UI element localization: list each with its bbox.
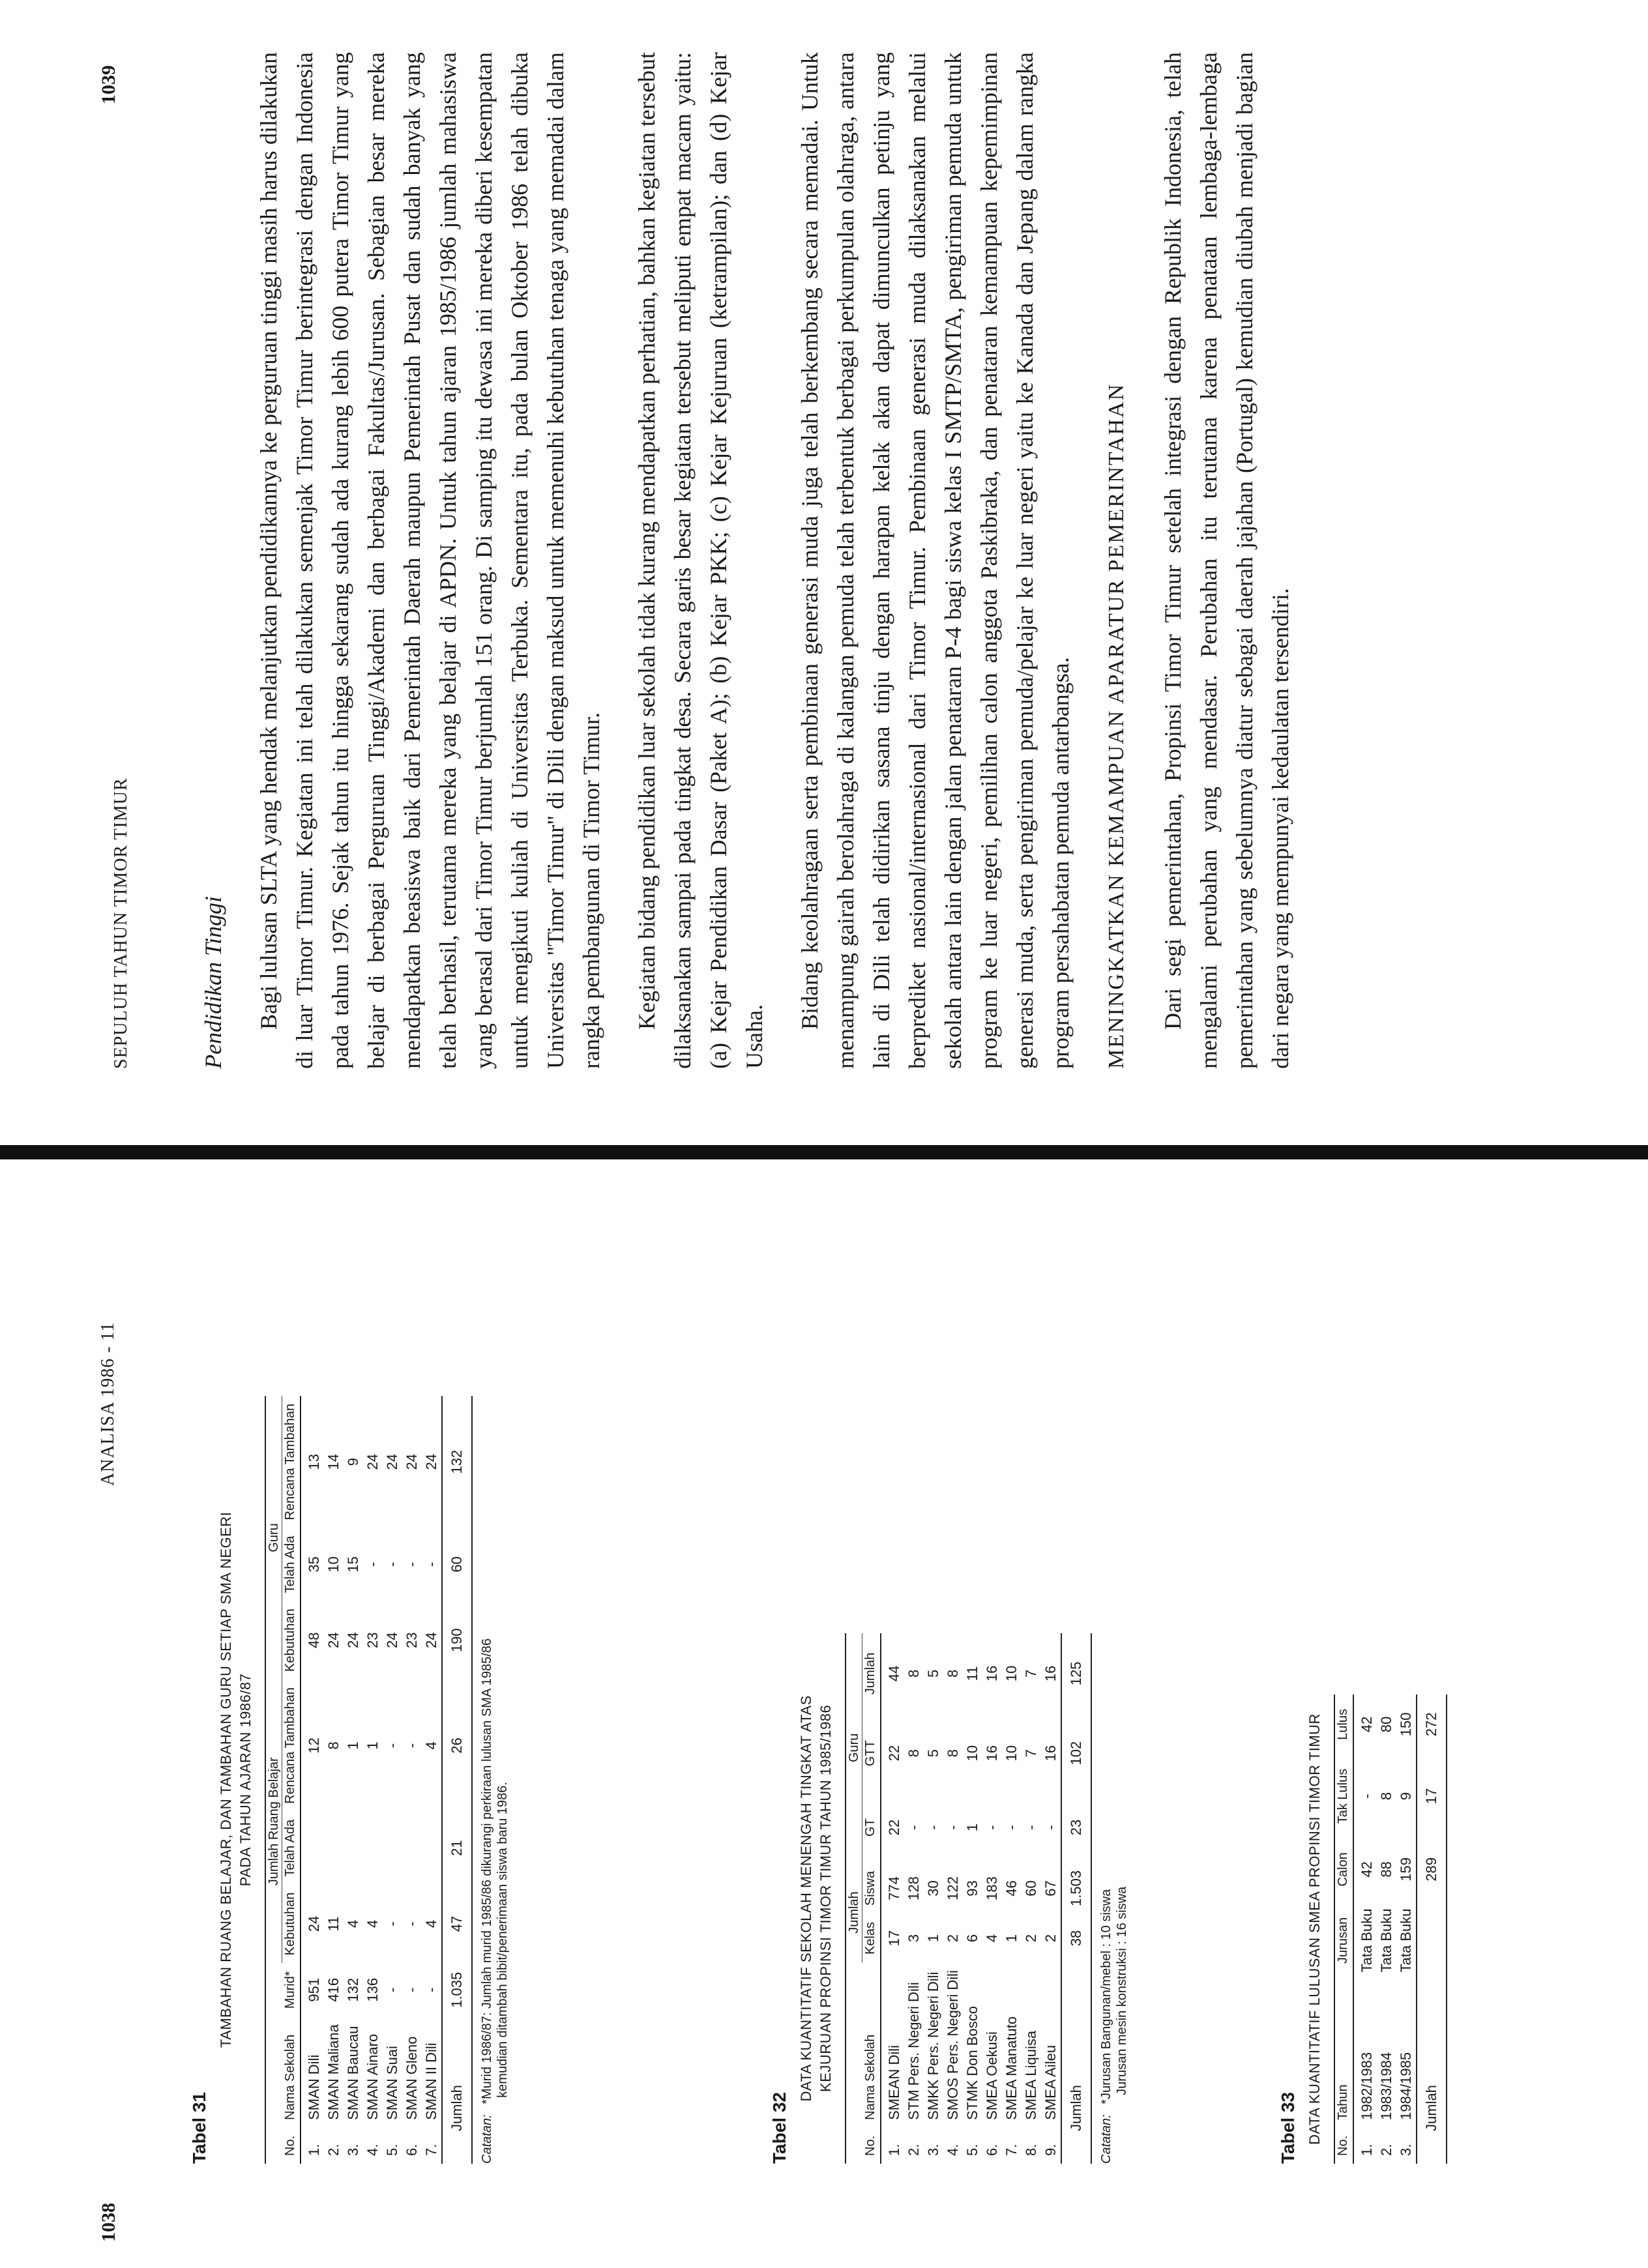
table-cell: - [423,1562,439,1567]
table-cell: 42 [1359,1716,1375,1733]
table-row [422,1396,442,2164]
table-cell: 42 [1359,1861,1375,1878]
table-row [1041,1633,1061,2164]
table-cell: 4 [423,1919,439,1928]
table-cell: 67 [1042,1880,1059,1897]
section-heading: MENINGKATKAN KEMAMPUAN APARATUR PEMERINTAHAN [1104,383,1128,1069]
table-cell: SMEA Aileu [1042,2044,1059,2120]
table-32-title: DATA KUANTITATIF SEKOLAH MENENGAH TINGKAT ATAS KEJURUAN PROPINSI TIMOR TIMUR TAHUN 1985/1986 [798,1695,834,2102]
table-cell: 3. [1398,2144,1414,2156]
table-cell: 24 [364,1453,381,1470]
table-cell: 24 [306,1915,322,1932]
column-header: Murid* [282,1963,301,2016]
table-cell: 9. [1042,2144,1059,2156]
table-cell: 1. [1359,2144,1375,2156]
table-cell [344,1812,363,1885]
column-header: Kebutuhan [282,1885,301,1964]
table-cell: 1 [364,1741,381,1750]
table-cell: 8 [905,1669,922,1678]
table-cell: 7 [1023,1669,1039,1678]
table-cell: 23 [364,1632,381,1648]
paragraph: Bagi lulusan SLTA yang hendak melanjutkan pendidikannya ke perguruan tinggi masih harus dilakukan di luar Timor Timur. Kegiatan ini telah dilakukan semenjak Timor Timur berintegrasi dengan Indonesia pada tahun 1976. Sejak tahun itu hingga sekarang sudah ada kurang lebih 600 putera Timor Timur yang belajar di berbagai Perguruan Tinggi/Akademi dan berbagai Fakultas/Jurusan. Sebagian besar mereka mendapatkan beasiswa baik dari Pemerintah Daerah maupun Pemerintah Pusat dan sudah banyak yang telah berhasil, terutama mereka yang belajar di APDN. Untuk tahun ajaran 1985/1986 jumlah mahasiswa yang berasal dari Timor Timur berjumlah 151 orang. Di samping itu dewasa ini mereka diberi kesempatan untuk mengikuti kuliah di Universitas Terbuka. Sementara itu, pada bulan Oktober 1986 telah dibuka Universitas "Timor Timur" di Dili dengan maksud untuk memenuhi kebutuhan tenaga yang memadai dalam rangka pembangunan di Timor Timur. [256,52,604,1069]
total-cell: 102 [1061,1714,1091,1792]
table-cell: Tata Buku [1378,1908,1394,1973]
total-cell: 125 [1061,1633,1091,1714]
table-cell: 5 [925,1669,941,1678]
table-cell: 2 [945,1934,961,1943]
table-cell: 24 [325,1632,342,1648]
table-cell: 88 [1378,1861,1394,1878]
table-cell: 150 [1398,1712,1414,1737]
table-cell: SMAN Ainaro [364,2033,381,2120]
table-cell: - [423,1987,439,1992]
table-cell: 2. [905,2144,922,2156]
table-cell: - [384,1921,400,1926]
total-cell: 17 [1417,1754,1447,1839]
table-row [1396,1694,1417,2164]
column-header: No. [282,2128,301,2164]
table-total-row [1061,1633,1091,2164]
right-running-head: SEPULUH TAHUN TIMOR TIMUR [111,778,131,1069]
table-cell: STM Pers. Negeri Dili [905,1982,922,2120]
table-cell: - [925,1825,941,1830]
table-row [963,1633,982,2164]
table-cell: 10 [1003,1745,1020,1762]
table-cell: 2 [1042,1934,1059,1943]
total-cell: 60 [442,1528,472,1601]
column-header: Rencana Tambahan [282,1679,301,1812]
table-cell: 11 [964,1666,980,1681]
table-cell: SMKK Pers. Negeri Dili [925,1971,941,2120]
table-cell: 128 [905,1876,922,1900]
table-row [402,1396,422,2164]
table-cell: SMAN II Dili [423,2043,439,2120]
table-cell: 5. [964,2144,980,2156]
table-33-grid [1334,1694,1447,2164]
table-cell: 2. [325,2144,342,2156]
table-cell: SMAN Gleno [404,2036,420,2120]
table-row [982,1633,1002,2164]
table-cell: 9 [345,1458,361,1466]
table-cell: 8 [905,1749,922,1758]
table-cell: - [364,1562,381,1567]
table-cell: - [905,1825,922,1830]
table-cell: 7. [423,2144,439,2156]
total-cell: 289 [1417,1838,1447,1900]
table-cell: 24 [384,1632,400,1648]
total-cell: 21 [442,1812,472,1885]
subheading: Pendidikan Tinggi [200,896,226,1069]
column-header: Calon [1334,1838,1353,1900]
table-cell: 10 [964,1745,980,1762]
table-cell: 774 [886,1876,902,1900]
table-33-label: Tabel 33 [1278,2092,1298,2164]
table-32-label: Tabel 32 [769,2092,789,2164]
total-label: Jumlah [1417,1901,1447,2164]
table-31 [189,1396,510,2164]
group-header-jumlah: Jumlah [846,1863,862,1962]
left-running-head: ANALISA 1986 - 11 [98,1322,118,1486]
table-cell: 9 [1398,1792,1414,1801]
total-cell: 190 [442,1601,472,1679]
table-cell: 1 [964,1823,980,1832]
table-cell: 22 [886,1745,902,1762]
table-cell: 10 [325,1556,342,1573]
table-cell [363,1812,383,1885]
table-cell: 46 [1003,1880,1020,1897]
column-header: Kebutuhan [282,1601,301,1679]
table-cell: 24 [423,1453,439,1470]
table-cell: 1 [345,1741,361,1750]
table-row [943,1633,963,2164]
total-label: Jumlah [1061,1962,1091,2164]
column-header: Siswa [862,1863,881,1914]
table-cell: 1. [886,2144,902,2156]
table-cell: 6. [984,2144,1000,2156]
table-cell: - [1359,1794,1375,1799]
table-cell: 23 [404,1632,420,1648]
table-cell: 3. [925,2144,941,2156]
total-cell: 47 [442,1885,472,1964]
table-cell: 12 [306,1737,322,1754]
table-cell: 22 [886,1819,902,1836]
left-page-number: 1038 [98,2203,119,2242]
table-cell: 4 [984,1934,1000,1943]
table-cell: 5 [925,1749,941,1758]
table-cell: 2. [1378,2144,1394,2156]
table-cell: 8. [1023,2144,1039,2156]
table-32-grid [845,1633,1092,2164]
table-cell: 16 [1042,1665,1059,1682]
table-cell: 951 [306,1977,322,2002]
table-cell: 10 [1003,1665,1020,1682]
table-cell: 17 [886,1930,902,1947]
table-cell: - [404,1921,420,1926]
table-cell: 80 [1378,1716,1394,1733]
table-row [881,1633,904,2164]
table-cell: 4. [364,2144,381,2156]
table-cell: 48 [306,1632,322,1648]
table-cell: 60 [1023,1880,1039,1897]
column-header: Kelas [862,1914,881,1962]
total-label: Jumlah [442,2016,472,2164]
table-cell: 2 [1023,1934,1039,1943]
table-cell [301,1812,324,1885]
table-cell: SMEAN Dili [886,2044,902,2120]
table-cell: 16 [984,1745,1000,1762]
table-cell: - [384,1987,400,1992]
table-cell: 1983/1984 [1378,2052,1394,2120]
table-cell: SMAN Maliana [325,2024,342,2120]
table-cell [422,1812,442,1885]
table-31-label: Tabel 31 [189,2092,209,2164]
total-cell: 1.035 [442,1963,472,2016]
table-cell: 16 [984,1665,1000,1682]
table-cell: Tata Buku [1398,1908,1414,1973]
table-row [344,1396,363,2164]
column-header: GTT [862,1714,881,1792]
table-cell: SMAN Dili [306,2054,322,2120]
table-cell: 7. [1003,2144,1020,2156]
table-cell: - [1023,1825,1039,1830]
table-cell: - [945,1825,961,1830]
table-cell: 3. [345,2144,361,2156]
table-cell: 8 [945,1749,961,1758]
table-cell: 7 [1023,1749,1039,1758]
table-cell: 1982/1983 [1359,2052,1375,2120]
table-cell [402,1812,422,1885]
table-cell: 8 [1378,1792,1394,1801]
table-cell: 416 [325,1977,342,2002]
table-cell: 24 [384,1453,400,1470]
column-header: No. [862,2128,881,2164]
paragraph: Dari segi pemerintahan, Propinsi Timor Timur setelah integrasi dengan Republik Indonesia, telah mengalami perubahan yang mendasar. Perubahan itu terutama karena penataan lembaga-lembaga pemerintahan yang sebelumnya diatur sebagai daerah jajahan (Portugal) kemudian diubah menjadi bagian dari negara yang mempunyai kedaulatan tersendiri. [1160,52,1293,1069]
table-cell: 5. [384,2144,400,2156]
total-cell: 1.503 [1061,1863,1091,1914]
table-row [324,1396,344,2164]
column-header: GT [862,1792,881,1863]
table-row [1353,1694,1377,2164]
total-cell: 23 [1061,1792,1091,1863]
table-cell: 183 [984,1876,1000,1900]
total-cell: 38 [1061,1914,1091,1962]
body-column [196,52,1318,1069]
table-row [301,1396,324,2164]
table-row [904,1633,924,2164]
column-header: Telah Ada [282,1812,301,1885]
group-header-ruang: Jumlah Ruang Belajar [265,1679,282,1963]
column-header: Telah Ada [282,1528,301,1601]
table-cell: 14 [325,1453,342,1470]
table-cell: 93 [964,1880,980,1897]
table-cell: - [1003,1825,1020,1830]
table-row [1002,1633,1022,2164]
column-header: Tahun [1334,1980,1353,2128]
table-31-note: Catatan: *Murid 1986/87: Jumlah murid 1985/86 dikurangi perkiraan lulusan SMA 1985/86 kemudian ditambah bibit/penerimaan siswa baru 1986. [480,1638,510,2164]
column-header: Tak Lulus [1334,1754,1353,1839]
table-cell [324,1812,344,1885]
table-33-title: DATA KUANTITATIF LULUSAN SMEA PROPINSI TIMOR TIMUR [1306,1713,1323,2145]
table-row [363,1396,383,2164]
table-cell: - [384,1743,400,1749]
table-cell: SMAN Suai [384,2046,400,2120]
table-cell: 11 [325,1916,342,1932]
table-cell: 1. [306,2144,322,2156]
column-header: No. [1334,2128,1353,2164]
column-header: Jumlah [862,1633,881,1714]
table-cell: 4 [423,1741,439,1750]
table-cell: SMEA Manatuto [1003,2016,1020,2120]
table-cell: 13 [306,1453,322,1470]
column-header: Lulus [1334,1694,1353,1754]
table-32 [769,1633,1130,2164]
table-cell: 1 [925,1934,941,1943]
table-cell: 159 [1398,1857,1414,1882]
group-header-guru: Guru [846,1633,862,1863]
table-cell: 3 [905,1934,922,1943]
table-cell: 8 [325,1741,342,1750]
table-cell: - [1042,1825,1059,1830]
paragraph: Bidang keolahragaan serta pembinaan generasi muda juga telah berkembang secara memadai. Untuk menampung gairah berolahraga di kalangan pemuda telah terbentuk berbagai perkumpulan olahraga, antara lain di Dili telah didirikan sasana tinju dengan harapan kelak akan dapat dimunculkan petinju yang berprediket nasional/internasional dari Timor Timur. Pembinaan generasi muda dilaksanakan melalui sekolah antara lain dengan jalan penataran P-4 bagi siswa kelas I SMTP/SMTA, pengiriman pemuda untuk program ke luar negeri, pemilihan calon anggota Paskibraka, dan penataran kemampuan kepemimpinan generasi muda, serta pengiriman pemuda/pelajar ke luar negeri yaitu ke Kanada dan Jepang dalam rangka program persahabatan pemuda antarbangsa. [797,52,1074,1069]
table-cell: - [384,1562,400,1567]
table-cell: 44 [886,1665,902,1682]
table-cell: SMEA Oekusi [984,2031,1000,2120]
total-cell: 26 [442,1679,472,1812]
table-cell: 15 [345,1556,361,1573]
table-32-note: Catatan: *Jurusan Bangunan/mebel : 10 siswa Jurusan mesin konstruksi : 16 siswa [1099,1886,1129,2164]
table-cell: - [984,1825,1000,1830]
table-cell: 4. [945,2144,961,2156]
table-cell: 136 [364,1977,381,2002]
left-page [0,1147,1648,2268]
table-cell: 16 [1042,1745,1059,1762]
table-cell: 24 [404,1453,420,1470]
table-cell: 1984/1985 [1398,2052,1414,2120]
table-cell: 4 [345,1919,361,1928]
table-row [383,1396,402,2164]
table-cell: 122 [945,1876,961,1900]
table-row [1377,1694,1396,2164]
table-cell: SMOS Pers. Negeri Dili [945,1970,961,2120]
table-total-row [442,1396,472,2164]
total-cell: 272 [1417,1694,1447,1754]
table-cell: 1 [1003,1934,1020,1943]
table-cell: 132 [345,1977,361,2002]
table-cell: Tata Buku [1359,1908,1375,1973]
table-cell: - [404,1743,420,1749]
right-page-number: 1039 [98,65,119,104]
column-header: Nama Sekolah [282,2016,301,2128]
total-cell: 132 [442,1396,472,1528]
table-cell: - [404,1987,420,1992]
table-cell: - [404,1562,420,1567]
table-cell: STMK Don Bosco [964,2006,980,2120]
table-cell: 6 [964,1934,980,1943]
table-31-grid [265,1396,473,2164]
table-cell: 35 [306,1556,322,1573]
table-cell: 30 [925,1880,941,1897]
table-33 [1278,1694,1447,2164]
column-header: Nama Sekolah [862,1962,881,2128]
column-header: Rencana Tambahan [282,1396,301,1528]
table-total-row [1417,1694,1447,2164]
paragraph: Kegiatan bidang pendidikan luar sekolah tidak kurang mendapatkan perhatian, bahkan kegiatan tersebut dilaksanakan sampai pada tingkat desa. Secara garis besar kegiatan tersebut meliputi empat macam yaitu: (a) Kejar Pendidikan Dasar (Paket A); (b) Kejar PKK; (c) Kejar Kejuruan (ketrampilan); dan (d) Kejar Usaha. [634,52,767,1069]
table-cell [383,1812,402,1885]
group-header-guru: Guru [265,1396,282,1679]
table-cell: 6. [404,2144,420,2156]
table-cell: 24 [345,1632,361,1648]
column-header: Jurusan [1334,1901,1353,1981]
table-cell: 8 [945,1669,961,1678]
table-row [1022,1633,1041,2164]
table-cell: SMAN Baucau [345,2026,361,2120]
table-cell: SMEA Liquisa [1023,2030,1039,2120]
table-cell: 24 [423,1632,439,1648]
table-row [924,1633,943,2164]
table-cell: 4 [364,1919,381,1928]
table-31-title: TAMBAHAN RUANG BELAJAR, DAN TAMBAHAN GURU SETIAP SMA NEGERI PADA TAHUN AJARAN 1986/87 [218,1511,254,2048]
